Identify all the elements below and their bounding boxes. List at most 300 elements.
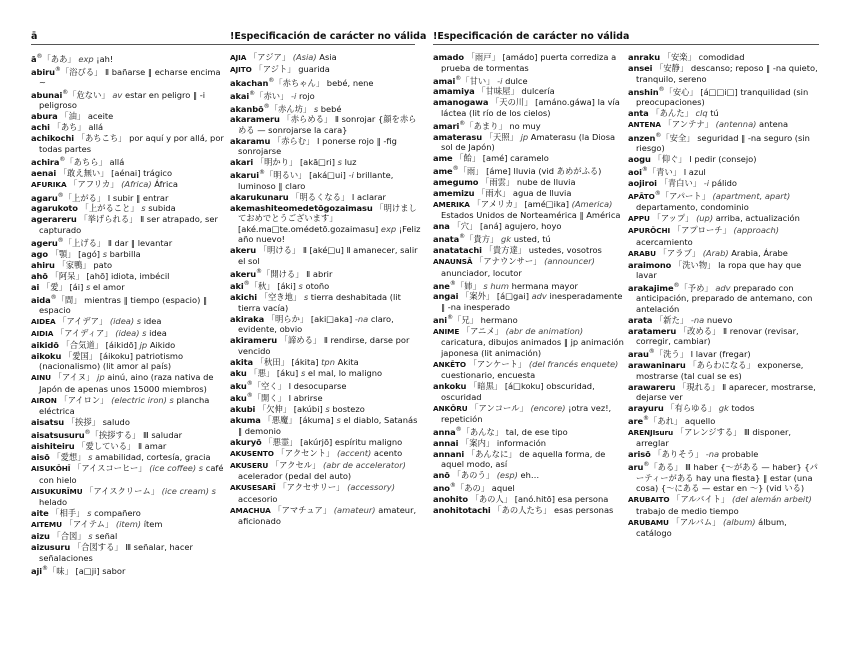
entry-headword: AISUKŌHĪ bbox=[31, 464, 71, 474]
entry-definition: amabilidad, cortesía, gracia bbox=[95, 452, 211, 463]
entry-japanese: 「アイテム」 bbox=[64, 519, 114, 530]
entry-definition: acelerador (pedal del auto) bbox=[238, 471, 352, 482]
registered-mark: ® bbox=[452, 165, 459, 173]
entry-definition: idea bbox=[143, 315, 162, 326]
dictionary-entry bbox=[628, 108, 821, 119]
entry-grammar: (Asia) bbox=[292, 52, 317, 62]
entry-japanese: 「雨戸」 bbox=[466, 52, 500, 62]
entry-definition: nube de lluvia bbox=[516, 176, 576, 187]
entry-definition: agua de lluvia bbox=[512, 187, 572, 198]
registered-mark: ® bbox=[59, 155, 66, 163]
entry-definition: señal bbox=[95, 531, 118, 542]
entry-headword: aru bbox=[628, 462, 644, 473]
entry-grammar: -i bbox=[703, 177, 710, 188]
dictionary-entry bbox=[31, 282, 224, 293]
dictionary-entry bbox=[628, 165, 821, 177]
dictionary-entry bbox=[433, 177, 626, 188]
entry-definition: no muy bbox=[509, 120, 541, 131]
entry-definition: Ⅰ pedir (consejo) bbox=[689, 154, 757, 165]
dictionary-entry bbox=[628, 460, 821, 493]
entry-japanese: 「空く」 bbox=[252, 380, 286, 391]
entry-grammar: -i bbox=[497, 75, 503, 86]
entry-definition: café con hielo bbox=[39, 463, 224, 485]
dictionary-entry bbox=[31, 260, 224, 271]
entry-definition: ainú, aino (raza nativa de Japón de apenas unos 15000 miembros) bbox=[39, 372, 214, 394]
dictionary-entry bbox=[628, 427, 821, 449]
entry-pronunciation: [akā□ri] bbox=[299, 157, 335, 168]
entry-definition: África bbox=[154, 178, 178, 189]
entry-definition: exponerse, mostrarse (tal cual se es) bbox=[636, 360, 804, 381]
entry-headword: ANIME bbox=[433, 326, 460, 336]
entry-pronunciation: [áki] bbox=[277, 281, 296, 292]
entry-japanese: 「甘味屋」 bbox=[477, 86, 519, 97]
entry-definition: Ⅱ ser atrapado, ser capturado bbox=[39, 214, 218, 235]
entry-headword: ame bbox=[433, 165, 453, 176]
entry-definition: Ⅱ amar bbox=[137, 441, 167, 452]
entry-japanese: 「赤ん坊」 bbox=[269, 103, 312, 114]
entry-japanese: 「秋田」 bbox=[255, 356, 289, 367]
dictionary-entry bbox=[230, 314, 423, 335]
dictionary-entry bbox=[628, 225, 821, 247]
entry-headword: AIRON bbox=[31, 395, 57, 405]
entry-grammar: (apartment, apart) bbox=[712, 190, 791, 201]
entry-headword: akarameru bbox=[230, 114, 280, 125]
entry-japanese: 「アマチュア」 bbox=[273, 504, 332, 515]
entry-grammar: (electric iron) s bbox=[111, 394, 174, 405]
entry-japanese: 「愛している」 bbox=[77, 441, 136, 452]
entry-grammar: s hum bbox=[483, 280, 509, 291]
dictionary-entry bbox=[433, 119, 626, 131]
dictionary-entry bbox=[230, 114, 423, 135]
dictionary-entry bbox=[31, 249, 224, 260]
entry-headword: akai bbox=[230, 90, 250, 101]
entry-definition: ¡ah! bbox=[96, 53, 114, 64]
entry-japanese: 「アクセル」 bbox=[270, 459, 321, 470]
dictionary-entry bbox=[31, 486, 224, 508]
dictionary-entry bbox=[230, 379, 423, 391]
entry-grammar: clq bbox=[695, 107, 708, 118]
registered-mark: ® bbox=[263, 102, 270, 110]
entry-japanese: 「アルバム」 bbox=[671, 516, 721, 527]
entry-japanese: 「あれ」 bbox=[649, 415, 683, 426]
dictionary-entry bbox=[433, 481, 626, 493]
entry-headword: anta bbox=[628, 107, 649, 118]
registered-mark: ® bbox=[42, 564, 48, 572]
entry-headword: AISUKURĪMU bbox=[31, 486, 83, 496]
registered-mark: ® bbox=[258, 169, 265, 177]
dictionary-entry bbox=[628, 347, 821, 359]
registered-mark: ® bbox=[256, 267, 263, 275]
entry-headword: akuma bbox=[230, 415, 261, 426]
entry-definition: Ⅰ subir ‖ entrar bbox=[107, 192, 169, 203]
dictionary-entry bbox=[433, 449, 626, 470]
entry-japanese: 「天の川」 bbox=[491, 97, 533, 108]
left-guide-word: ā bbox=[31, 31, 38, 42]
entry-grammar: (amateur) bbox=[333, 504, 376, 515]
entry-japanese: 「仰ぐ」 bbox=[653, 154, 687, 165]
entry-headword: AKUSERU bbox=[230, 460, 269, 470]
dictionary-entry bbox=[31, 395, 224, 417]
right-header-rule bbox=[433, 44, 819, 45]
dictionary-entry bbox=[230, 335, 423, 356]
dictionary-entry bbox=[628, 85, 821, 108]
registered-mark: ® bbox=[654, 189, 661, 197]
entry-pronunciation: [aná] bbox=[480, 221, 502, 232]
entry-japanese: 「アイヌ」 bbox=[53, 372, 95, 383]
entry-headword: achira bbox=[31, 156, 60, 167]
entry-japanese: 「開ける」 bbox=[262, 268, 304, 279]
entry-japanese: 「兄」 bbox=[453, 314, 478, 325]
entry-headword: APPU bbox=[628, 214, 650, 224]
registered-mark: ® bbox=[459, 233, 466, 241]
dictionary-entry bbox=[230, 267, 423, 279]
entry-headword: akanbō bbox=[230, 103, 264, 114]
entry-grammar: s bbox=[337, 157, 342, 168]
entry-japanese: 「あちこち」 bbox=[76, 133, 127, 144]
entry-headword: aku bbox=[230, 393, 247, 404]
dictionary-entry bbox=[433, 52, 626, 73]
entry-headword: arisō bbox=[628, 449, 651, 460]
entry-japanese: 「顎」 bbox=[50, 248, 76, 259]
dictionary-entry bbox=[230, 368, 423, 379]
entry-japanese: 「あの人」 bbox=[470, 494, 513, 505]
entry-japanese: 「悪魔」 bbox=[263, 415, 297, 426]
entry-headword: aikoku bbox=[31, 350, 62, 361]
entry-headword: ame bbox=[433, 153, 453, 164]
entry-headword: akarukunaru bbox=[230, 191, 289, 202]
entry-definition: Ⅱ renovar (revisar, corregir, cambiar) bbox=[636, 325, 799, 347]
registered-mark: ® bbox=[57, 191, 64, 199]
entry-definition: Ⅱ aparecer, mostrarse, dejarse ver bbox=[636, 381, 816, 403]
registered-mark: ® bbox=[643, 415, 650, 423]
entry-japanese: 「アイロン」 bbox=[59, 394, 109, 405]
dictionary-entry bbox=[628, 131, 821, 154]
entry-headword: akirameru bbox=[230, 335, 278, 346]
entry-japanese: 「あち」 bbox=[52, 122, 86, 133]
entry-japanese: 「新た」 bbox=[655, 314, 689, 325]
entry-headword: ana bbox=[433, 221, 450, 232]
entry-definition: anunciador, locutor bbox=[441, 267, 522, 278]
entry-grammar: (encore) bbox=[530, 402, 566, 413]
entry-japanese: 「安楽」 bbox=[662, 52, 696, 62]
entry-grammar: -na bbox=[705, 449, 720, 460]
entry-headword: araimono bbox=[628, 259, 672, 270]
dictionary-entry bbox=[31, 168, 224, 179]
dictionary-entry bbox=[31, 351, 224, 372]
dictionary-entry bbox=[230, 203, 423, 245]
dictionary-entry bbox=[31, 519, 224, 531]
entry-definition: dulce bbox=[505, 75, 528, 86]
entry-definition: aquello bbox=[684, 415, 716, 426]
entry-headword: ai bbox=[31, 281, 40, 292]
entry-headword: akeru bbox=[230, 245, 257, 256]
dictionary-entry bbox=[433, 470, 626, 481]
dictionary-column-4 bbox=[628, 52, 821, 539]
dictionary-entry bbox=[433, 403, 626, 425]
entry-definition: Ⅰ abrirse bbox=[288, 393, 323, 404]
dictionary-entry bbox=[31, 179, 224, 191]
entry-japanese: 「合図」 bbox=[52, 531, 86, 542]
entry-definition: arriba, actualización bbox=[715, 213, 800, 224]
dictionary-entry bbox=[628, 154, 821, 165]
entry-headword: akarui bbox=[230, 170, 259, 181]
dictionary-column-2 bbox=[230, 52, 423, 527]
entry-definition: dulcería bbox=[521, 86, 555, 97]
dictionary-entry bbox=[433, 164, 626, 176]
entry-japanese: 「アップ」 bbox=[652, 213, 694, 224]
entry-headword: anshin bbox=[628, 86, 659, 97]
entry-grammar: (America) bbox=[571, 198, 613, 209]
entry-definition: comodidad bbox=[698, 52, 745, 62]
dictionary-entry bbox=[628, 260, 821, 281]
entry-japanese: 「明ける」 bbox=[258, 245, 301, 256]
dictionary-entry bbox=[230, 52, 423, 64]
dictionary-entry bbox=[433, 359, 626, 381]
entry-headword: aizusuru bbox=[31, 542, 71, 553]
entry-grammar: (ice coffee) s bbox=[149, 463, 204, 474]
registered-mark: ® bbox=[50, 293, 57, 301]
entry-grammar: (ice cream) s bbox=[161, 485, 216, 496]
entry-definition: Ⅱ dar ‖ levantar bbox=[107, 237, 173, 248]
registered-mark: ® bbox=[84, 429, 91, 437]
entry-grammar: s bbox=[313, 103, 319, 114]
registered-mark: ® bbox=[243, 280, 250, 288]
entry-pronunciation: [á□koku] bbox=[504, 381, 544, 392]
dictionary-entry bbox=[31, 293, 224, 316]
entry-definition: esas personas bbox=[554, 505, 614, 516]
entry-headword: aisatsusuru bbox=[31, 430, 85, 441]
dictionary-entry bbox=[433, 256, 626, 278]
dictionary-entry bbox=[628, 213, 821, 225]
entry-definition: guarida bbox=[298, 64, 330, 74]
entry-headword: angai bbox=[433, 291, 459, 302]
entry-japanese: 「甘い」 bbox=[461, 75, 495, 86]
entry-japanese: 「愛国」 bbox=[63, 350, 98, 361]
entry-headword: arayuru bbox=[628, 403, 664, 414]
entry-japanese: 「アイディア」 bbox=[55, 327, 113, 338]
entry-japanese: 「アメリカ」 bbox=[472, 198, 522, 209]
entry-japanese: 「合気道」 bbox=[61, 339, 103, 350]
entry-japanese: 「アンケート」 bbox=[468, 358, 527, 369]
dictionary-entry bbox=[31, 508, 224, 519]
registered-mark: ® bbox=[449, 279, 456, 287]
entry-definition: subida bbox=[148, 203, 176, 214]
entry-pronunciation: [áikidō] bbox=[105, 339, 137, 350]
entry-japanese: 「ありそう」 bbox=[653, 449, 704, 460]
entry-pronunciation: [akúrjō] bbox=[300, 436, 333, 447]
dictionary-entry bbox=[433, 326, 626, 359]
dictionary-entry bbox=[433, 74, 626, 86]
entry-japanese: 「ある」 bbox=[649, 462, 683, 473]
entry-japanese: 「合図する」 bbox=[72, 542, 123, 553]
entry-headword: APĀTO bbox=[628, 191, 655, 201]
entry-japanese: 「味」 bbox=[48, 565, 73, 576]
entry-japanese: 「アニメ」 bbox=[461, 325, 503, 336]
entry-headword: amemizu bbox=[433, 187, 475, 198]
entry-japanese: 「アンテナ」 bbox=[663, 118, 713, 129]
dictionary-entry bbox=[628, 315, 821, 326]
entry-definition: accesorio bbox=[238, 493, 278, 504]
dictionary-entry bbox=[433, 279, 626, 291]
entry-definition: Akita bbox=[337, 356, 359, 367]
entry-definition: inesperadamente ‖ -na inesperado bbox=[441, 291, 623, 312]
dictionary-entry bbox=[230, 76, 423, 88]
entry-definition: Ⅰ azul bbox=[683, 166, 706, 177]
entry-definition: por aquí y por allá, por todas partes bbox=[39, 133, 224, 154]
entry-headword: aoi bbox=[628, 166, 642, 177]
dictionary-entry bbox=[230, 89, 423, 101]
dictionary-entry bbox=[31, 111, 224, 122]
entry-headword: abiru bbox=[31, 66, 55, 77]
entry-definition: Aikido bbox=[149, 339, 176, 350]
entry-headword: AJITO bbox=[230, 65, 252, 74]
entry-headword: AIDIA bbox=[31, 328, 54, 338]
entry-definition: cuestionario, encuesta bbox=[441, 370, 536, 381]
entry-headword: are bbox=[628, 415, 644, 426]
entry-japanese: 「あの人たち」 bbox=[493, 505, 552, 516]
dictionary-entry bbox=[31, 203, 224, 214]
entry-grammar: -na bbox=[354, 313, 369, 324]
entry-definition: acercamiento bbox=[636, 236, 693, 247]
entry-headword: amaterasu bbox=[433, 131, 483, 142]
entry-grammar: gk bbox=[718, 403, 729, 414]
entry-headword: akuryō bbox=[230, 436, 262, 447]
entry-grammar: (approach) bbox=[733, 225, 779, 236]
entry-japanese: 「ああ」 bbox=[42, 53, 76, 64]
entry-definition: Ⅱ sonrojar {顔を赤らめる — sonrojarse la cara} bbox=[238, 114, 417, 135]
entry-grammar: exp bbox=[78, 53, 94, 64]
dictionary-entry bbox=[433, 97, 626, 118]
entry-definition: tierra deshabitada (lit tierra vacía) bbox=[238, 292, 401, 313]
dictionary-entry bbox=[230, 157, 423, 168]
dictionary-entry bbox=[628, 52, 821, 63]
entry-definition: patriotismo (nacionalismo) (lit amor al país) bbox=[39, 350, 184, 372]
entry-pronunciation: [áikoku] bbox=[99, 350, 134, 361]
entry-headword: aku bbox=[230, 367, 247, 378]
entry-grammar: (announcer) bbox=[544, 256, 595, 267]
entry-japanese: 「アジト」 bbox=[254, 64, 296, 74]
entry-definition: helado bbox=[39, 497, 68, 508]
entry-definition: ítem bbox=[143, 519, 163, 530]
entry-japanese: 「明らか」 bbox=[266, 313, 309, 324]
entry-definition: estar en peligro ‖ -i peligroso bbox=[39, 89, 206, 111]
entry-definition: plancha eléctrica bbox=[39, 394, 210, 417]
entry-definition: Estados Unidos de Norteamérica ‖ América bbox=[441, 210, 621, 221]
entry-grammar: (del francés enquete) bbox=[528, 358, 619, 369]
entry-headword: akari bbox=[230, 157, 254, 168]
entry-japanese: 「赤ちゃん」 bbox=[274, 77, 325, 88]
entry-pronunciation: [áku] bbox=[276, 367, 299, 378]
entry-japanese: 「挙げられる」 bbox=[79, 214, 138, 225]
entry-definition: Amaterasu (la Diosa sol de Japón) bbox=[441, 131, 616, 153]
entry-definition: mientras ‖ tiempo (espacio) ‖ espacio bbox=[39, 294, 208, 315]
dictionary-entry bbox=[628, 119, 821, 131]
entry-definition: brillante, luminoso ‖ claro bbox=[238, 170, 394, 191]
dictionary-entry bbox=[230, 168, 423, 191]
entry-japanese: 「アンコール」 bbox=[470, 402, 528, 413]
entry-grammar: jp bbox=[520, 131, 529, 142]
entry-definition: tú bbox=[710, 107, 719, 118]
dictionary-entry bbox=[628, 360, 821, 381]
entry-japanese: 「悪霊」 bbox=[264, 436, 298, 447]
entry-definition: Ⅰ ponerse rojo ‖ -fig sonrojarse bbox=[238, 135, 397, 157]
entry-headword: anna bbox=[433, 426, 456, 437]
entry-definition: bostezo bbox=[332, 404, 365, 415]
entry-grammar: -i bbox=[348, 170, 354, 181]
entry-grammar: (abr de animation) bbox=[505, 325, 584, 336]
dictionary-entry bbox=[230, 391, 423, 403]
entry-headword: akemashiteomedetōgozaimasu bbox=[230, 202, 373, 213]
entry-headword: ANAUNSĀ bbox=[433, 257, 473, 267]
entry-definition: información bbox=[496, 437, 547, 448]
dictionary-entry bbox=[628, 494, 821, 516]
entry-japanese: 「相手」 bbox=[51, 508, 85, 519]
entry-japanese: 「浴びる」 bbox=[60, 66, 103, 77]
entry-pronunciation: [ahō] bbox=[86, 270, 109, 281]
dictionary-entry bbox=[31, 316, 224, 328]
entry-japanese: 「あんた」 bbox=[651, 107, 693, 118]
entry-headword: ARABU bbox=[628, 248, 656, 258]
registered-mark: ® bbox=[62, 89, 69, 97]
entry-pronunciation: [aká□ui] bbox=[309, 170, 346, 181]
entry-headword: amamiya bbox=[433, 86, 475, 97]
dictionary-entry bbox=[230, 192, 423, 203]
entry-japanese: 「アイデア」 bbox=[58, 315, 108, 326]
entry-definition: Ⅰ lavar (fregar) bbox=[690, 349, 751, 360]
entry-grammar: s bbox=[325, 404, 330, 415]
entry-grammar: s bbox=[141, 203, 146, 214]
entry-headword: achi bbox=[31, 122, 50, 133]
entry-definition: la ropa que hay que lavar bbox=[636, 259, 802, 281]
entry-japanese: 「アラブ」 bbox=[658, 247, 701, 258]
dictionary-entry bbox=[433, 245, 626, 256]
dictionary-column-1 bbox=[31, 52, 224, 576]
entry-japanese: 「赤い」 bbox=[255, 90, 289, 101]
entry-headword: AINU bbox=[31, 373, 51, 383]
dictionary-entry bbox=[230, 415, 423, 436]
entry-grammar: s bbox=[88, 531, 93, 542]
entry-definition: Ⅱ bañarse ‖ echarse encima ~ bbox=[39, 66, 221, 88]
right-page-title: !Especificación de carácter no válida bbox=[433, 31, 630, 42]
entry-japanese: 「あんな」 bbox=[461, 426, 504, 437]
entry-grammar: s bbox=[88, 452, 93, 463]
entry-japanese: 「アパート」 bbox=[660, 190, 710, 201]
registered-mark: ® bbox=[455, 74, 462, 82]
entry-headword: ARUBAMU bbox=[628, 517, 669, 527]
entry-headword: ago bbox=[31, 248, 48, 259]
entry-grammar: jp bbox=[97, 372, 105, 383]
dictionary-entry bbox=[31, 155, 224, 167]
entry-japanese: 「愛」 bbox=[41, 281, 67, 292]
dictionary-entry bbox=[31, 122, 224, 133]
entry-headword: amado bbox=[433, 52, 464, 62]
entry-definition: hermana mayor bbox=[511, 280, 578, 291]
entry-headword: aenai bbox=[31, 167, 57, 178]
entry-definition: Ⅱ rendirse, darse por vencido bbox=[238, 335, 410, 356]
entry-grammar: exp bbox=[380, 223, 397, 234]
entry-headword: agerareru bbox=[31, 214, 77, 225]
entry-japanese: 「アクセサリー」 bbox=[278, 482, 345, 493]
entry-japanese: 「明けましておめでとうございます」 bbox=[238, 202, 417, 224]
dictionary-entry bbox=[628, 326, 821, 347]
entry-definition: Ⅰ desocuparse bbox=[288, 380, 347, 391]
entry-japanese: 「明かり」 bbox=[255, 157, 298, 168]
dictionary-entry bbox=[433, 381, 626, 402]
entry-pronunciation: [á□□i□] bbox=[700, 86, 738, 97]
entry-headword: agarukoto bbox=[31, 203, 78, 214]
entry-grammar: jp bbox=[139, 339, 148, 350]
entry-grammar: s bbox=[303, 292, 309, 303]
